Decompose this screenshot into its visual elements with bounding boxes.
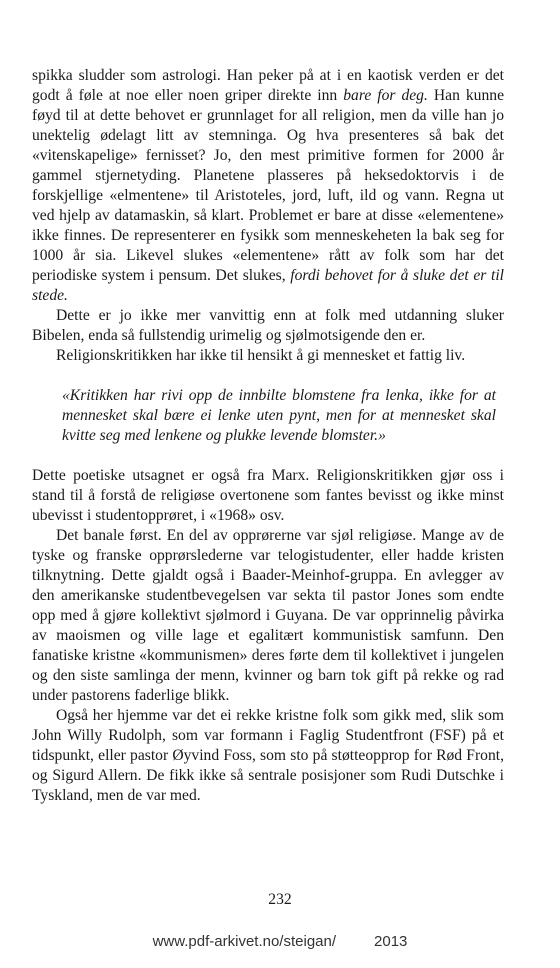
- paragraph-poetic-statement: Dette poetiske utsagnet er også fra Marx. Religionskritikken gjør oss i stand til å forstå de religiøse overtonene som fantes bevisst og ikke minst ubevisst i studentopprøret, i «1968» osv.: [32, 467, 504, 524]
- footer-year: 2013: [374, 933, 408, 950]
- paragraph-astrology-text-b: Han kunne føyd til at dette behovet er grunnlaget for all religion, men da ville han jo unektelig ødelagt litt av stemninga. Og hva presenteres så bak det «vitenskapelige» fernisset? Jo, den mest primitive formen for 2000 år gammel stjernetyding. Planetene plasseres på heksedoktorvis i de forskjellige «elmentene» til Aristoteles, jord, luft, ild og vann. Regna ut ved hjelp av datamaskin, så klart. Problemet er bare at disse «elementene» ikke finnes. De representerer en fysikk som menneskeheten la bak seg for 1000 år sia. Likevel slukes «elementene» rått av folk som har det periodiske system i pensum. Det slukes,: [32, 87, 504, 284]
- page-number: 232: [268, 891, 292, 908]
- paragraph-astrology-text-a: spikka sludder som astrologi. Han peker på at i en kaotisk verden er det godt å føle at noe eller noen griper direkte inn: [32, 67, 504, 104]
- paragraph-bible: Dette er jo ikke mer vanvittig enn at folk med utdanning sluker Bibelen, enda så fullstendig urimelig og sjølmotsigende den er.: [32, 307, 504, 344]
- book-page: [32, 66, 504, 806]
- footer-url: www.pdf-arkivet.no/steigan/: [152, 933, 337, 950]
- footer-watermark: [0, 933, 560, 950]
- paragraph-astrology: [32, 66, 504, 306]
- paragraph-astrology-emphasis-2: fordi behovet for å sluke det er til stede.: [32, 267, 504, 304]
- marx-quote: «Kritikken har rivi opp de innbilte blomstene fra lenka, ikke for at mennesket skal bære ei lenke uten pynt, men for at mennesket skal kvitte seg med lenkene og plukke levende blomster.»: [62, 387, 496, 444]
- paragraph-banal-first: Det banale først. En del av opprørerne var sjøl religiøse. Mange av de tyske og franske opprørslederne var telogistudenter, eller hadde kristen tilknytning. Dette gjaldt også i Baader-Meinhof-gruppa. En avlegger av den amerikanske studentbevegelsen var sekta til pastor Jones som endte opp med å gjøre kollektivt sjølmord i Guyana. De var opprinnelig påvirka av maoismen og ville lage et egalitært kommunistisk samfunn. Den fanatiske kristne «kommunismen» deres førte dem til kollektivet i jungelen og den siste samlinga der menn, kvinner og barn tok gift på rekke og rad under pastorens faderlige blikk.: [32, 527, 504, 704]
- paragraph-religion-critique: Religionskritikken har ikke til hensikt å gi mennesket et fattig liv.: [56, 347, 466, 364]
- paragraph-here-at-home: Også her hjemme var det ei rekke kristne folk som gikk med, slik som John Willy Rudolph, som var formann i Faglig Studentfront (FSF) på et tidspunkt, eller pastor Øyvind Foss, som sto på støtteopprop for Rød Front, og Sigurd Allern. De fikk ikke så sentrale posisjoner som Rudi Dutschke i Tyskland, men de var med.: [32, 707, 504, 804]
- paragraph-astrology-emphasis: bare for deg.: [343, 87, 428, 104]
